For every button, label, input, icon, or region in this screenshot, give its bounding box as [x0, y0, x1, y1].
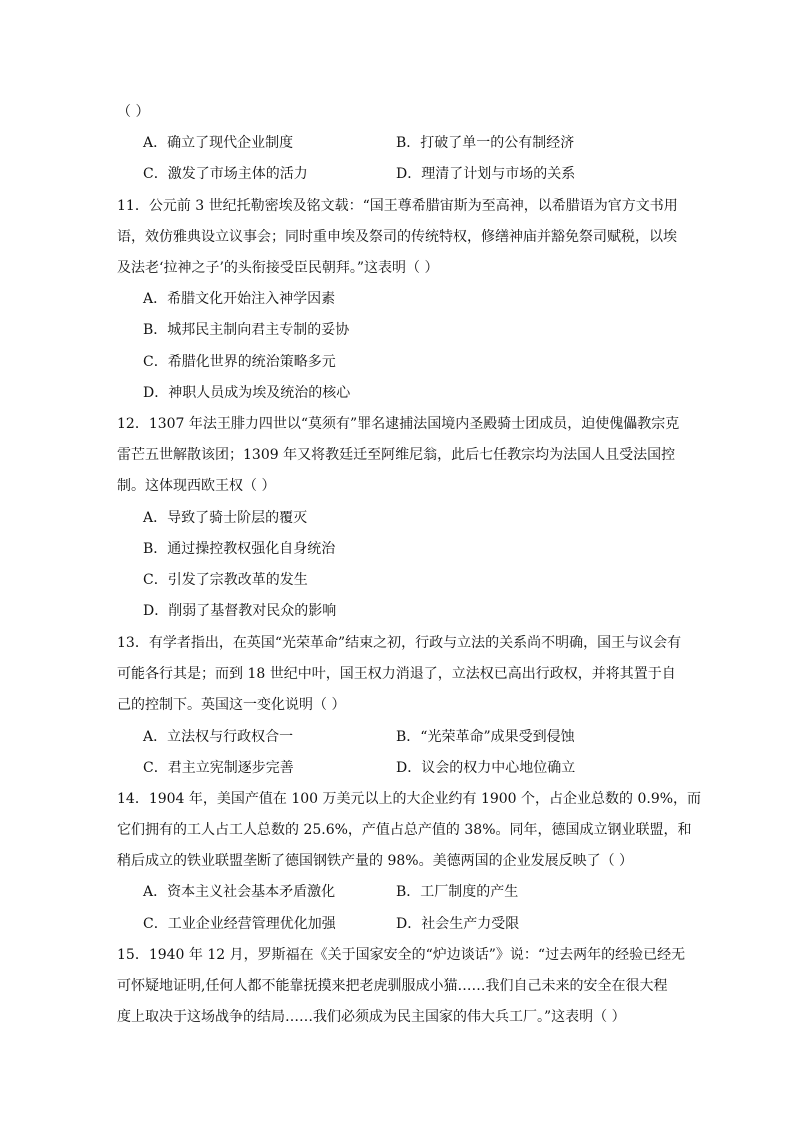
q12-stem-line-2: 雷芒五世解散该团；1309 年又将教廷迁至阿维尼翁，此后七任教宗均为法国人且受法国控 [117, 447, 676, 463]
q10-option-b: B．打破了单一的公有制经济 [396, 135, 575, 151]
q15-stem-line-3: 度上取决于这场战争的结局……我们必须成为民主国家的伟大兵工厂。”这表明（ ） [117, 1009, 626, 1025]
q12-stem-line-1: 12．1307 年法王腓力四世以“莫须有”罪名逮捕法国境内圣殿骑士团成员，迫使傀儡教宗克 [117, 416, 680, 432]
q13-stem-line-1: 13．有学者指出，在英国“光荣革命”结束之初，行政与立法的关系尚不明确，国王与议会有 [117, 635, 682, 651]
q10-option-d: D．理清了计划与市场的关系 [396, 166, 576, 182]
q14-option-d: D．社会生产力受限 [396, 916, 520, 932]
q13-option-d: D．议会的权力中心地位确立 [396, 760, 576, 776]
q13-stem-line-2: 可能各行其是；而到 18 世纪中叶，国王权力消退了，立法权已高出行政权，并将其置于自 [117, 666, 676, 682]
q10-option-c: C．激发了市场主体的活力 [143, 166, 308, 182]
q11-option-c: C．希腊化世界的统治策略多元 [143, 354, 336, 370]
q12-option-a: A．导致了骑士阶层的覆灭 [143, 510, 308, 526]
q14-option-b: B．工厂制度的产生 [396, 884, 519, 900]
q14-stem-line-2: 它们拥有的工人占工人总数的 25.6%，产值占总产值的 38%。同年，德国成立钢业联盟，和 [117, 822, 692, 838]
q11-stem-line-1: 11．公元前 3 世纪托勒密埃及铭文载：“国王尊希腊宙斯为至高神，以希腊语为官方文书用 [117, 198, 678, 214]
q12-option-c: C．引发了宗教改革的发生 [143, 572, 308, 588]
q12-stem-line-3: 制。这体现西欧王权（ ） [117, 478, 276, 494]
q11-stem-line-3: 及法老‘拉神之子’的头衔接受臣民朝拜。”这表明（ ） [117, 260, 439, 276]
q14-option-a: A．资本主义社会基本矛盾激化 [143, 884, 336, 900]
q13-option-a: A．立法权与行政权合一 [143, 729, 294, 745]
q11-option-b: B．城邦民主制向君主专制的妥协 [143, 322, 350, 338]
q14-option-c: C．工业企业经营管理优化加强 [143, 916, 336, 932]
q10-option-a: A．确立了现代企业制度 [143, 135, 294, 151]
q13-option-c: C．君主立宪制逐步完善 [143, 760, 294, 776]
q11-stem-line-2: 语，效仿雅典设立议事会；同时重申埃及祭司的传统特权，修缮神庙并豁免祭司赋税，以埃 [117, 229, 677, 245]
q13-stem-line-3: 己的控制下。英国这一变化说明（ ） [117, 697, 346, 713]
q11-option-d: D．神职人员成为埃及统治的核心 [143, 385, 351, 401]
q12-option-d: D．削弱了基督教对民众的影响 [143, 603, 337, 619]
q15-stem-line-2: 可怀疑地证明,任何人都不能靠抚摸来把老虎驯服成小猫……我们自己未来的安全在很大程 [117, 978, 668, 994]
q10-stem-end: （ ） [117, 104, 150, 120]
q15-stem-line-1: 15．1940 年 12 月，罗斯福在《关于国家安全的“炉边谈话”》说：“过去两年的经验已经无 [117, 947, 686, 963]
q13-option-b: B．“光荣革命”成果受到侵蚀 [396, 729, 575, 745]
q14-stem-line-1: 14．1904 年，美国产值在 100 万美元以上的大企业约有 1900 个，占企业总数的 0.9%，而 [117, 791, 702, 807]
q14-stem-line-3: 稍后成立的铁业联盟垄断了德国钢铁产量的 98%。美德两国的企业发展反映了（ ） [117, 853, 634, 869]
q11-option-a: A．希腊文化开始注入神学因素 [143, 291, 336, 307]
q12-option-b: B．通过操控教权强化自身统治 [143, 541, 336, 557]
